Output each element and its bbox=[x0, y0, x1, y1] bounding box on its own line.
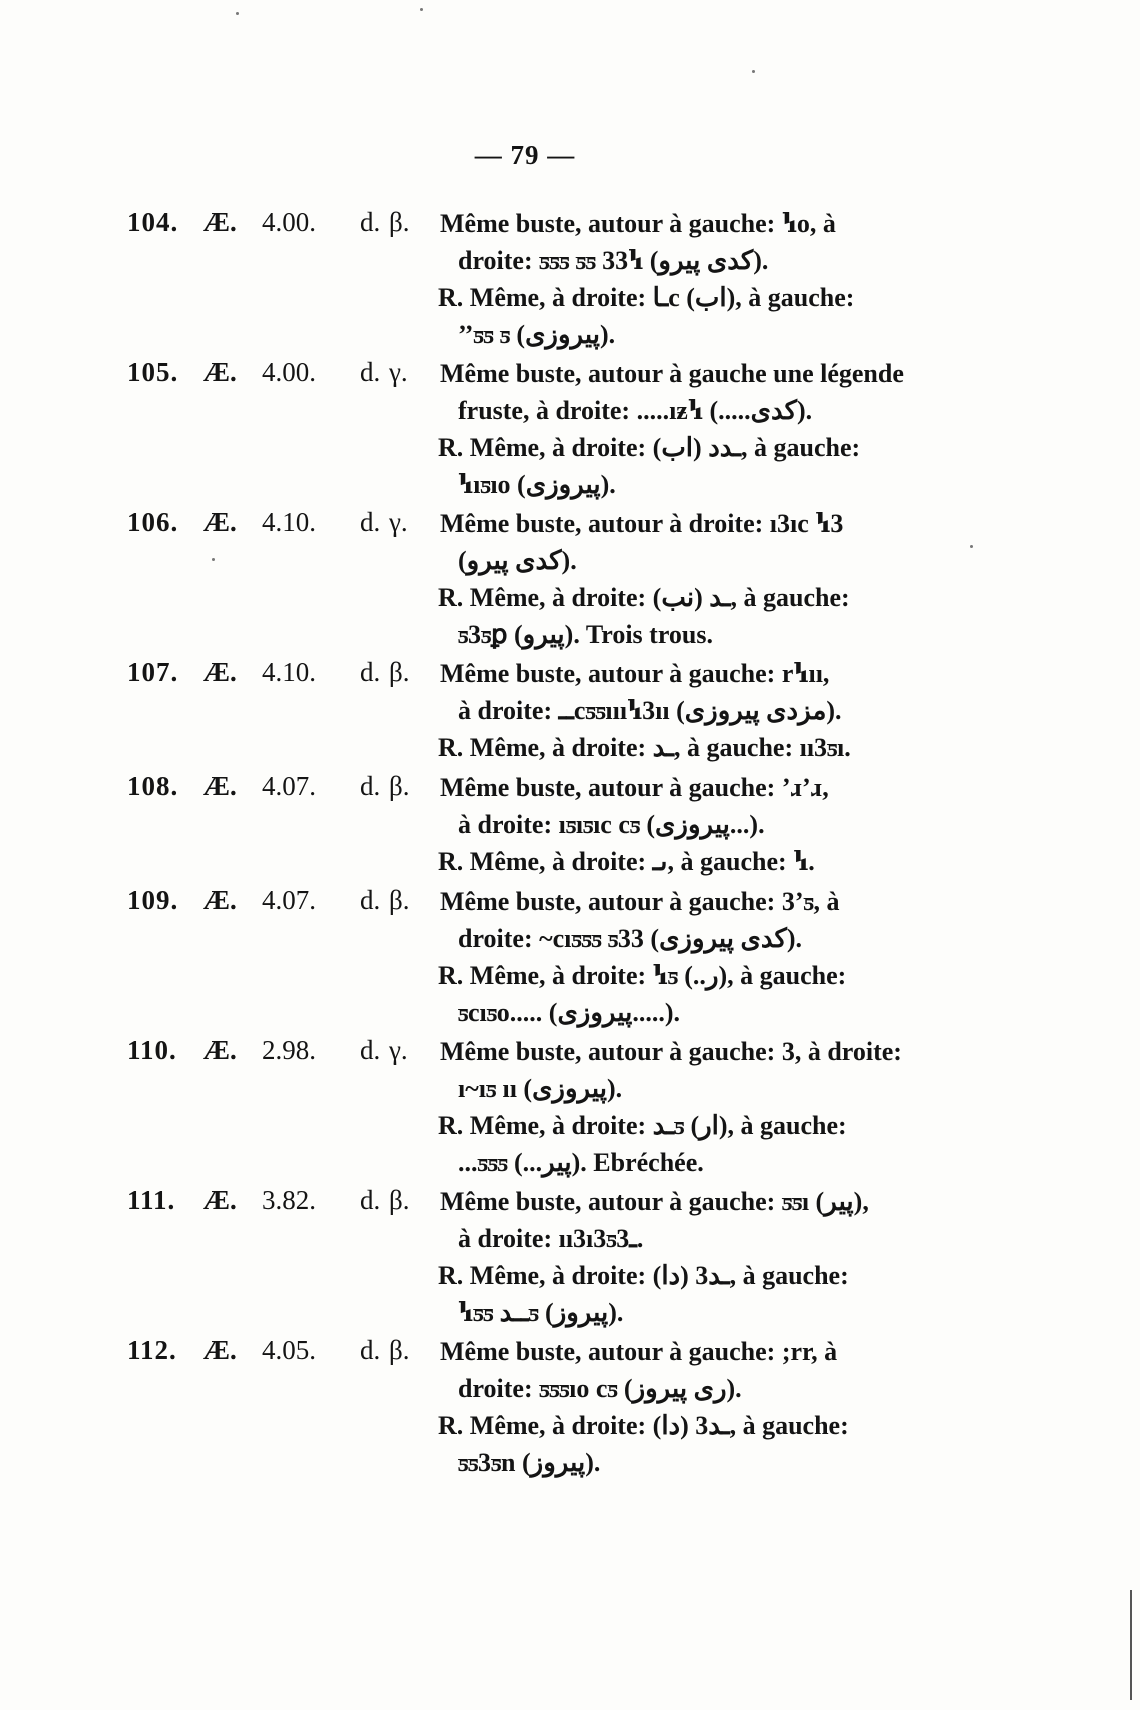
entry-description bbox=[440, 1333, 920, 1481]
description-line: R. Même, à droite: ـدد (اب), à gauche: bbox=[438, 433, 861, 462]
catalogue-entry bbox=[0, 883, 1140, 1033]
description-line: Même buste, autour à gauche: rꝇıı, bbox=[440, 659, 830, 688]
description-line: Même buste, autour à gauche: ;rr, à bbox=[440, 1337, 838, 1366]
denomination: d. bbox=[360, 657, 381, 687]
description-line: (كدى پيرو). bbox=[458, 546, 577, 575]
metal-mark: Æ. bbox=[203, 771, 237, 801]
description-line: ’’ƽƽ ƽ (پيروزى). bbox=[458, 320, 616, 349]
grade-letter: γ. bbox=[389, 507, 408, 537]
denomination: d. bbox=[360, 357, 381, 387]
entry-description bbox=[440, 355, 920, 503]
speck bbox=[752, 70, 755, 73]
catalogue-entry bbox=[0, 1183, 1140, 1333]
description-line: R. Même, à droite: ـد (نب), à gauche: bbox=[438, 583, 850, 612]
description-line: ƽcıƽo..... (پيروزى.....). bbox=[458, 998, 680, 1027]
grade-letter: γ. bbox=[389, 357, 408, 387]
description-line: Même buste, autour à gauche: ʼɹʼɹ, bbox=[440, 773, 829, 802]
catalogue-entry bbox=[0, 355, 1140, 505]
grade-letter: β. bbox=[389, 207, 410, 237]
page-edge-line bbox=[1130, 1590, 1132, 1700]
entry-description bbox=[440, 1033, 920, 1181]
entry-number: 108. bbox=[127, 771, 179, 801]
metal-mark: Æ. bbox=[203, 357, 237, 387]
description-line: ꝇıƽıo (پيروزى). bbox=[458, 470, 616, 499]
speck bbox=[212, 558, 215, 561]
denomination: d. bbox=[360, 1335, 381, 1365]
entry-number: 109. bbox=[127, 885, 179, 915]
catalogue-entry bbox=[0, 1033, 1140, 1183]
coin-weight: 2.98. bbox=[262, 1035, 316, 1065]
description-line: Même buste, autour à gauche une légende bbox=[440, 359, 904, 388]
coin-weight: 4.07. bbox=[262, 885, 316, 915]
denomination: d. bbox=[360, 1035, 381, 1065]
speck bbox=[236, 12, 239, 15]
grade-letter: β. bbox=[389, 885, 410, 915]
metal-mark: Æ. bbox=[203, 657, 237, 687]
entry-number: 110. bbox=[127, 1035, 177, 1065]
coin-catalogue bbox=[0, 205, 1140, 1483]
coin-weight: 3.82. bbox=[262, 1185, 316, 1215]
description-line: droite: ƽƽƽ ƽƽ 33ꝇ (كدى پيرو). bbox=[458, 246, 769, 275]
catalogue-entry bbox=[0, 1333, 1140, 1483]
page-number: — 79 — bbox=[474, 140, 576, 170]
description-line: ı~ıƽ ıı (پيروزى). bbox=[458, 1074, 623, 1103]
catalogue-entry bbox=[0, 655, 1140, 769]
grade-letter: β. bbox=[389, 771, 410, 801]
description-line: ...ƽƽƽ (...پير). Ebréchée. bbox=[458, 1148, 704, 1177]
entry-number: 107. bbox=[127, 657, 179, 687]
description-line: droite: ~cıƽƽƽ ƽ33 (كدى پيروزى). bbox=[458, 924, 803, 953]
description-line: à droite: ıı3ı3ƽـ3. bbox=[458, 1224, 644, 1253]
entry-number: 112. bbox=[127, 1335, 177, 1365]
metal-mark: Æ. bbox=[203, 507, 237, 537]
denomination: d. bbox=[360, 507, 381, 537]
catalogue-entry bbox=[0, 769, 1140, 883]
description-line: fruste, à droite: .....ıƶꝇ (.....كدى). bbox=[458, 396, 813, 425]
metal-mark: Æ. bbox=[203, 1035, 237, 1065]
description-line: ƽ3ƽꝑ (پيرو). Trois trous. bbox=[458, 620, 713, 649]
catalogue-entry bbox=[0, 505, 1140, 655]
description-line: R. Même, à droite: ـدƽ (ار), à gauche: bbox=[438, 1111, 847, 1140]
entry-description bbox=[440, 1183, 920, 1331]
description-line: à droite: ıƽıƽıc cƽ (پيروزى...). bbox=[458, 810, 765, 839]
speck bbox=[970, 545, 973, 548]
denomination: d. bbox=[360, 885, 381, 915]
metal-mark: Æ. bbox=[203, 207, 237, 237]
coin-weight: 4.00. bbox=[262, 207, 316, 237]
denomination: d. bbox=[360, 771, 381, 801]
description-line: R. Même, à droite: ـد3 (دا), à gauche: bbox=[438, 1261, 849, 1290]
entry-description bbox=[440, 505, 920, 653]
entry-number: 111. bbox=[127, 1185, 176, 1215]
metal-mark: Æ. bbox=[203, 1185, 237, 1215]
description-line: R. Même, à droite: ـاc (اب), à gauche: bbox=[438, 283, 855, 312]
entry-description bbox=[440, 655, 920, 766]
entry-number: 105. bbox=[127, 357, 179, 387]
description-line: Même buste, autour à droite: ı3ıc ꝇ3 bbox=[440, 509, 844, 538]
grade-letter: β. bbox=[389, 1185, 410, 1215]
description-line: R. Même, à droite: ـد, à gauche: ıı3ƽı. bbox=[438, 733, 851, 762]
description-line: Même buste, autour à gauche: 3, à droite: bbox=[440, 1037, 902, 1066]
description-line: Même buste, autour à gauche: 3ʼƽ, à bbox=[440, 887, 840, 916]
metal-mark: Æ. bbox=[203, 1335, 237, 1365]
description-line: ƽƽ3ƽn (پيروز). bbox=[458, 1448, 601, 1477]
entry-description bbox=[440, 883, 920, 1031]
coin-weight: 4.07. bbox=[262, 771, 316, 801]
coin-weight: 4.00. bbox=[262, 357, 316, 387]
description-line: Même buste, autour à gauche: ƽƽı (پير), bbox=[440, 1187, 869, 1216]
description-line: R. Même, à droite: ـد3 (دا), à gauche: bbox=[438, 1411, 849, 1440]
denomination: d. bbox=[360, 1185, 381, 1215]
entry-description bbox=[440, 205, 920, 353]
entry-number: 106. bbox=[127, 507, 179, 537]
description-line: à droite: ــcƽƽıııꝇ3ıı (مزدى پيروزى). bbox=[458, 696, 842, 725]
coin-weight: 4.05. bbox=[262, 1335, 316, 1365]
entry-number: 104. bbox=[127, 207, 179, 237]
catalogue-entry bbox=[0, 205, 1140, 355]
description-line: Même buste, autour à gauche: ꝇo, à bbox=[440, 209, 836, 238]
description-line: droite: ƽƽƽıo cƽ (رى پيروز). bbox=[458, 1374, 742, 1403]
grade-letter: γ. bbox=[389, 1035, 408, 1065]
grade-letter: β. bbox=[389, 1335, 410, 1365]
speck bbox=[420, 8, 423, 11]
description-line: R. Même, à droite: ꝇƽ (..ر), à gauche: bbox=[438, 961, 847, 990]
description-line: ꝇƽƽ ــدƽ (پيروز). bbox=[458, 1298, 624, 1327]
description-line: R. Même, à droite: ىـ, à gauche: ꝇ. bbox=[438, 847, 815, 876]
denomination: d. bbox=[360, 207, 381, 237]
metal-mark: Æ. bbox=[203, 885, 237, 915]
coin-weight: 4.10. bbox=[262, 657, 316, 687]
entry-description bbox=[440, 769, 920, 880]
grade-letter: β. bbox=[389, 657, 410, 687]
coin-weight: 4.10. bbox=[262, 507, 316, 537]
